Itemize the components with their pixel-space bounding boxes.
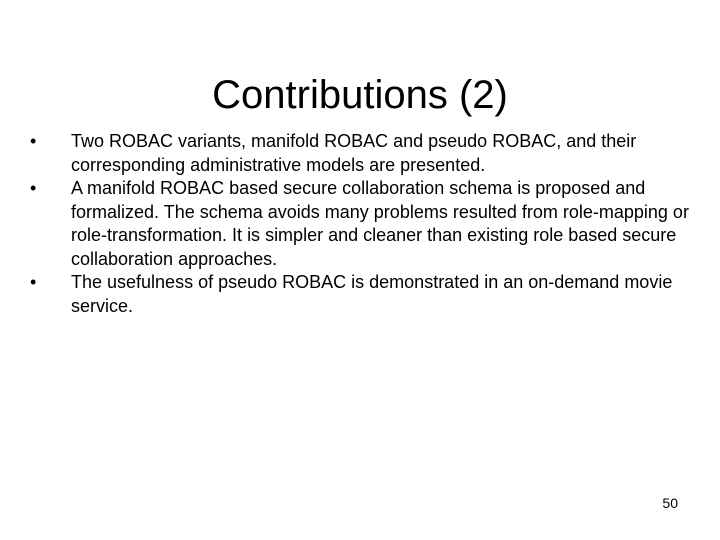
bullet-marker: • [30, 178, 37, 198]
bullet-marker: • [30, 272, 37, 292]
bullet-item [30, 130, 710, 177]
bullet-item [30, 271, 710, 318]
bullet-item [30, 177, 710, 271]
bullet-list [30, 130, 710, 318]
bullet-text: A manifold ROBAC based secure collaboration schema is proposed and formalized. The schema avoids many problems resulted from role-mapping or role-transformation. It is simpler and cleaner than existing role based secure collaboration approaches. [71, 178, 689, 269]
page-number: 50 [662, 495, 678, 511]
slide-title: Contributions (2) [212, 72, 508, 117]
bullet-text: Two ROBAC variants, manifold ROBAC and pseudo ROBAC, and their corresponding administrative models are presented. [71, 131, 637, 175]
bullet-marker: • [30, 131, 37, 151]
bullet-text: The usefulness of pseudo ROBAC is demonstrated in an on-demand movie service. [71, 272, 673, 316]
